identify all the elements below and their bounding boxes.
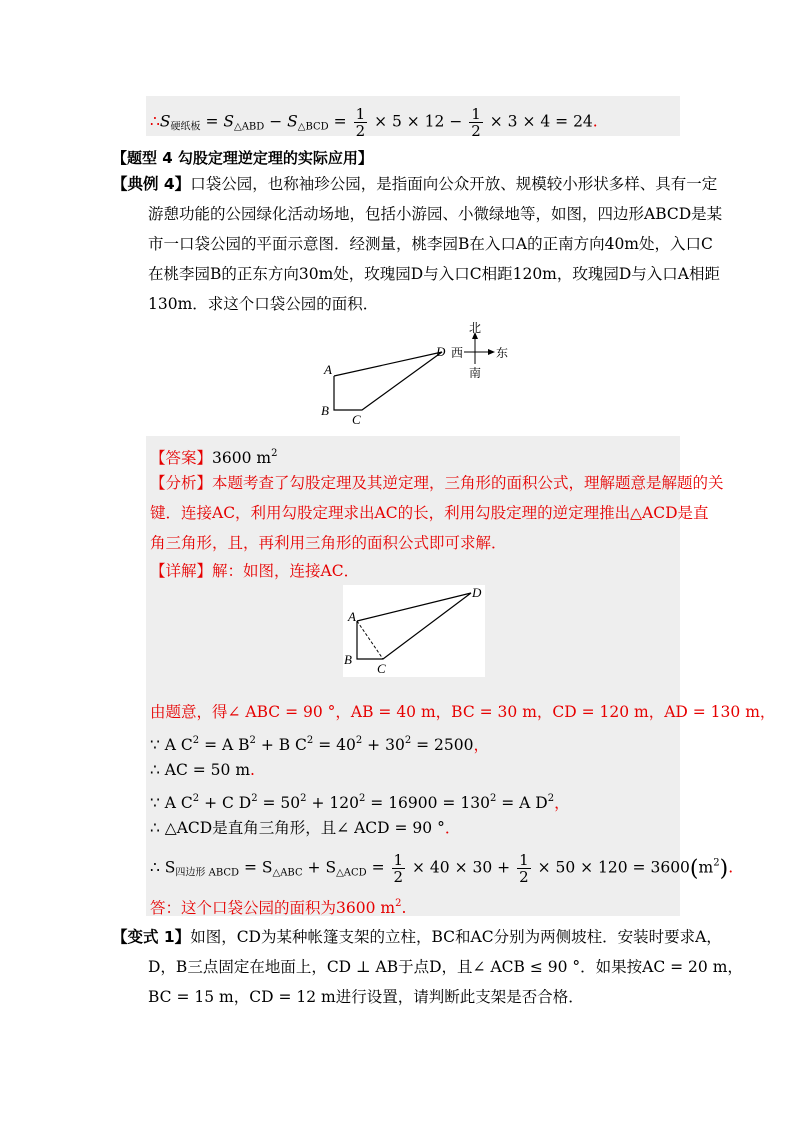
figure2-panel — [343, 585, 485, 677]
compass-west: 西 — [451, 346, 464, 360]
variant-line-1: 【变式 1】如图，CD为某种帐篷支架的立柱，BC和AC分别为两侧坡柱．安装时要求A， — [112, 928, 722, 946]
quadrilateral-abcd-2 — [357, 593, 471, 659]
quadrilateral-abcd — [334, 352, 442, 410]
label-d: D — [436, 344, 446, 359]
solution-final: 答：这个口袋公园的面积为3600 $m^2$. — [150, 898, 407, 917]
example-line-4: 在桃李园B的正东方向30m处，玫瑰园D与入口C相距120m，玫瑰园D与入口A相距 — [148, 265, 721, 283]
solution-line-3: ∴ AC = 50 m. — [150, 761, 255, 779]
example-label: 【典例 4】 — [112, 175, 191, 193]
solution-line-4: ∵ A $C^2 + C$ $D^2 = 50^2 + 120^2 = 16900 = 130^2 = A$ $D^2$， — [150, 793, 570, 812]
fraction: $\frac{1}{2}$ — [393, 851, 404, 886]
answer-label: 【答案】 — [150, 449, 213, 467]
park-figure — [318, 318, 518, 428]
fraction: $\frac{1}{2}$ — [519, 851, 529, 886]
compass-east-arrow — [488, 349, 495, 355]
top-equation: $\therefore S_{硬纸板} = S_{\triangle ABD} - S_{\triangle BCD}$ = $\frac{1}{2}$ × 5 × 12 − $\frac{1}{2}$ × 3 × 4 = 24. — [150, 105, 598, 140]
variant-label: 【变式 1】 — [112, 928, 191, 946]
analysis-line-1: 【分析】本题考查了勾股定理及其逆定理，三角形的面积公式，理解题意是解题的关 — [150, 474, 724, 492]
label2-d: D — [472, 585, 482, 600]
compass-south: 南 — [469, 366, 482, 380]
triangle-figure — [343, 585, 485, 677]
label2-c: C — [377, 661, 386, 676]
answer-line: 【答案】3600 $m^2$ — [150, 448, 278, 467]
solution-line-1: 由题意，得∠ ABC = 90 °，AB = 40 m，BC = 30 m，CD = 120 m，AD = 130 m， — [150, 703, 776, 721]
variant-line-2: D，B三点固定在地面上，CD ⊥ AB于点D，且∠ ACB ≤ 90 °．如果按AC = 20 m， — [148, 958, 743, 976]
example-line-5: 130m．求这个口袋公园的面积． — [148, 295, 379, 313]
example-line-3: 市一口袋公园的平面示意图．经测量，桃李园B在入口A的正南方向40m处，入口C — [148, 235, 713, 253]
analysis-label: 【分析】 — [150, 474, 213, 492]
diagonal-ac — [357, 621, 383, 659]
analysis-line-2: 键．连接AC，利用勾股定理求出AC的长，利用勾股定理的逆定理推出△ACD是直 — [150, 504, 709, 522]
compass-east: 东 — [496, 346, 509, 360]
label-a: A — [324, 362, 332, 377]
analysis-line-3: 角三角形，且，再利用三角形的面积公式即可求解． — [150, 534, 507, 552]
fraction: $\frac{1}{2}$ — [471, 105, 481, 140]
label-c: C — [352, 412, 361, 427]
compass-north: 北 — [469, 321, 482, 335]
solution-line-2: ∵ A $C^2 = A$ $B^2 + B$ $C^2 = 40^2 + 30^2 = 2500$， — [150, 735, 490, 754]
label-b: B — [321, 403, 329, 418]
section-title: 【题型 4 勾股定理逆定理的实际应用】 — [112, 149, 373, 167]
label2-b: B — [344, 652, 352, 667]
example-line-1: 【典例 4】口袋公园，也称袖珍公园，是指面向公众开放、规模较小形状多样、具有一定 — [112, 175, 718, 193]
solution-line-6: ∴ $S_{四边形 ABCD} = S_{\triangle ABC} + S_{\triangle ACD}$ = $\frac{1}{2}$ × 40 × 30 + $\frac{1}{2}$ × $50 \times 120 = 3600(m^2)$. — [150, 851, 734, 886]
label2-a: A — [348, 609, 356, 624]
fraction: $\frac{1}{2}$ — [355, 105, 366, 140]
detail-line: 【详解】解：如图，连接AC． — [150, 562, 360, 580]
variant-line-3: BC = 15 m，CD = 12 m进行设置，请判断此支架是否合格． — [148, 988, 584, 1006]
detail-label: 【详解】 — [150, 562, 213, 580]
solution-line-5: ∴ △ACD是直角三角形，且∠ ACD = 90 °． — [150, 819, 461, 837]
example-line-2: 游憩功能的公园绿化活动场地，包括小游园、小微绿地等，如图，四边形ABCD是某 — [148, 205, 723, 223]
